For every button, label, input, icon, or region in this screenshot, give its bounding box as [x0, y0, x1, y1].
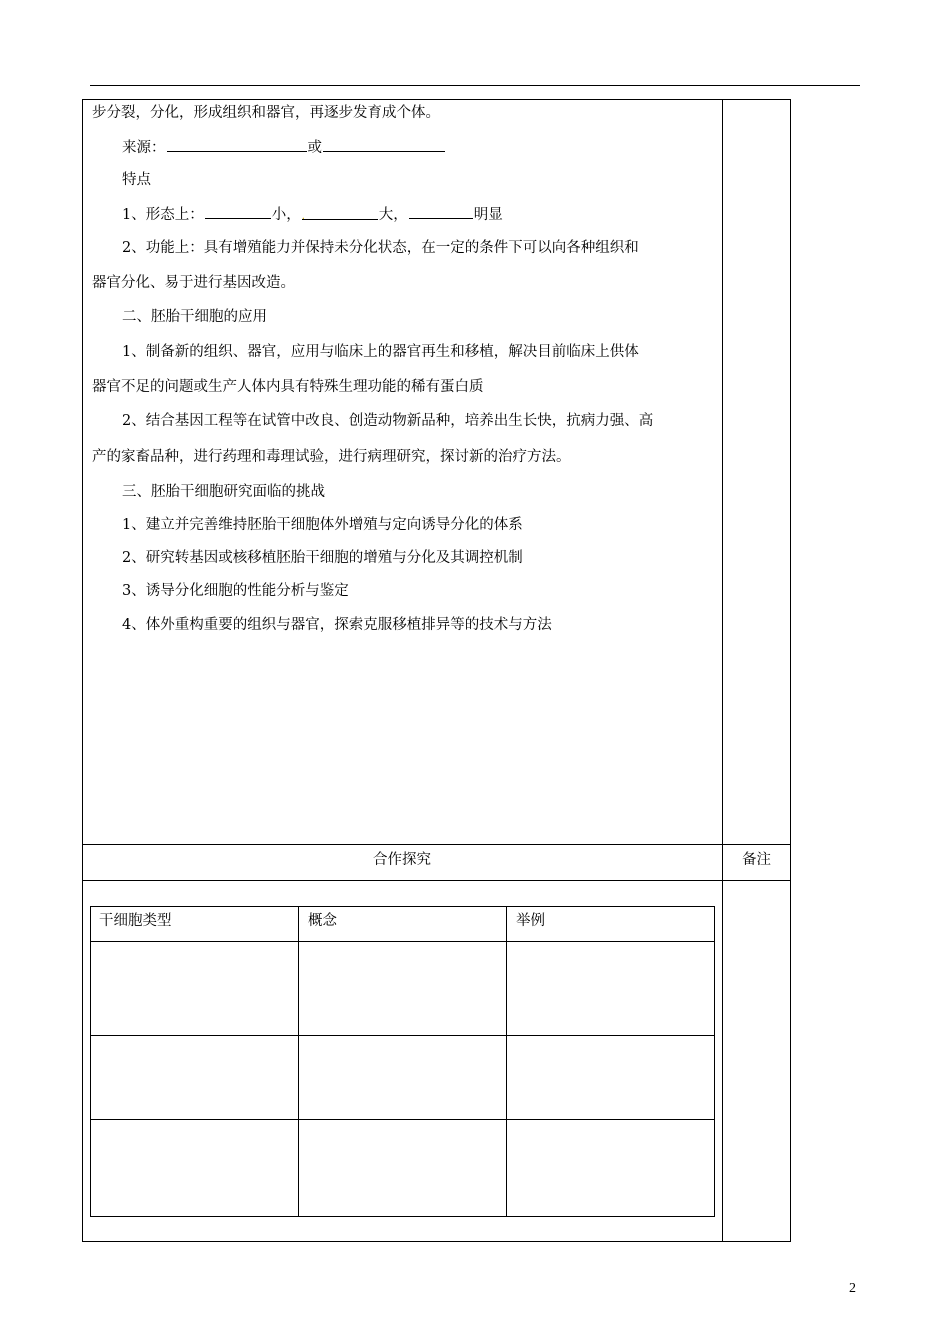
table-col-divider-2 [506, 906, 507, 1217]
source-blank-1[interactable] [167, 137, 307, 152]
paragraph-continuation: 步分裂，分化，形成组织和器官，再逐步发育成个体。 [92, 105, 440, 121]
shape-blank-clear[interactable] [409, 204, 473, 219]
shape-clear: 明显 [473, 207, 503, 223]
section-divider-top [82, 844, 791, 845]
challenge-1: 1、建立并完善维持胚胎干细胞体外增殖与定向诱导分化的体系 [122, 517, 523, 533]
shape-blank-big[interactable]: . [302, 205, 378, 220]
page-number: 2 [849, 1281, 856, 1296]
table-header-type: 干细胞类型 [99, 913, 172, 929]
table-header-rule [90, 941, 715, 942]
challenge-4: 4、体外重构重要的组织与器官，探索克服移植排异等的技术与方法 [122, 617, 552, 633]
challenge-2: 2、研究转基因或核移植胚胎干细胞的增殖与分化及其调控机制 [122, 550, 523, 566]
function-line-2: 器官分化、易于进行基因改造。 [92, 275, 295, 291]
shape-small: 小， [271, 207, 301, 223]
source-label: 来源： [122, 140, 166, 156]
table-header-example: 举例 [516, 913, 545, 929]
section-3-title: 三、胚胎干细胞研究面临的挑战 [122, 484, 325, 500]
shape-big: 大， [378, 207, 408, 223]
notes-heading: 备注 [742, 852, 771, 868]
challenge-3: 3、诱导分化细胞的性能分析与鉴定 [122, 583, 349, 599]
header-rule [90, 85, 860, 86]
source-line [122, 137, 446, 158]
application-2-line-2: 产的家畜品种，进行药理和毒理试验，进行病理研究，探讨新的治疗方法。 [92, 449, 571, 465]
application-2-line-1: 2、结合基因工程等在试管中改良、创造动物新品种，培养出生长快，抗病力强、高 [122, 413, 654, 429]
application-1-line-2: 器官不足的问题或生产人体内具有特殊生理功能的稀有蛋白质 [92, 379, 484, 395]
shape-blank-small[interactable] [205, 204, 271, 219]
function-line-1: 2、功能上：具有增殖能力并保持未分化状态，在一定的条件下可以向各种组织和 [122, 240, 639, 256]
notes-column-divider [722, 99, 723, 1242]
shape-prefix: 1、形态上： [122, 207, 204, 223]
table-col-divider-1 [298, 906, 299, 1217]
table-row-rule-2 [90, 1119, 715, 1120]
cooperative-inquiry-heading: 合作探究 [373, 852, 431, 868]
source-blank-2[interactable] [323, 137, 445, 152]
shape-line [122, 204, 503, 225]
application-1-line-1: 1、制备新的组织、器官，应用与临床上的器官再生和移植，解决目前临床上供体 [122, 344, 639, 360]
table-row-rule-1 [90, 1035, 715, 1036]
section-divider-bottom [82, 880, 791, 881]
features-heading: 特点 [122, 172, 151, 188]
table-header-concept: 概念 [308, 913, 337, 929]
section-2-title: 二、胚胎干细胞的应用 [122, 309, 267, 325]
stem-cell-table [90, 906, 715, 1217]
source-or: 或 [307, 140, 322, 156]
